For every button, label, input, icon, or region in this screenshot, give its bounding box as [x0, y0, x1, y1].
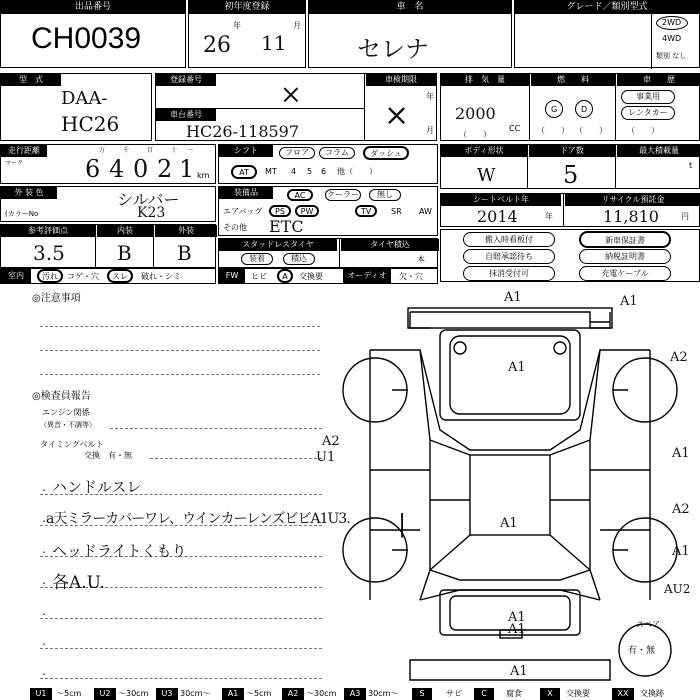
equip-tv: TV	[355, 205, 377, 217]
legend-code: A2	[282, 688, 304, 700]
inspector-item: ハンドルスレ	[52, 478, 142, 496]
shift-mt: MT	[265, 167, 277, 176]
interior-box	[0, 268, 216, 284]
score-ext-label: 外装	[155, 225, 217, 237]
shift-at: AT	[231, 165, 257, 179]
mileage-unit-ju: 十	[171, 147, 178, 154]
equip-ps: PS	[269, 205, 291, 217]
equip-cooler: クーラー	[327, 190, 359, 199]
inspection-year-unit: 年	[426, 92, 434, 101]
grade-none: 類別 なし	[656, 52, 687, 60]
interior-break: 破れ・シミ	[141, 272, 181, 281]
model-line1: DAA-	[61, 88, 108, 109]
grade-box	[514, 0, 700, 68]
diagram-mark: A1	[508, 622, 526, 637]
tire-load-label: タイヤ積込	[341, 239, 439, 251]
bullet: ・	[40, 486, 48, 495]
lot-number-header: 出品番号	[1, 1, 185, 14]
first-registration-box	[188, 0, 306, 68]
engine-paren: （ ）	[459, 130, 491, 139]
inspector-exchange: 交換 有・無	[84, 451, 132, 460]
mileage-unit-ichi: 一	[187, 147, 194, 154]
legend-desc: 腐食	[506, 689, 522, 698]
legend-code: U3	[156, 688, 178, 700]
diagram-mark: A2	[322, 434, 340, 449]
spare-label: スペア	[636, 620, 660, 629]
grade-header: グレード／類別型式	[515, 1, 699, 14]
fw-box	[218, 268, 438, 284]
legend-desc: ～30cm	[306, 689, 337, 698]
diagram-mark: A1	[510, 664, 528, 679]
bullet: ・	[40, 610, 48, 619]
mileage-unit-hyaku: 百	[147, 147, 154, 154]
bullet: ・	[40, 640, 48, 649]
diagram-mark: U1	[316, 450, 336, 465]
legend-code: S	[412, 688, 432, 700]
equip-other-value: ETC	[269, 217, 304, 236]
engine-label: 排 気 量	[441, 74, 529, 86]
car-name-box	[308, 0, 512, 68]
mileage-unit-sen: 千	[123, 147, 130, 154]
shift-label: シフト	[219, 145, 273, 157]
history-business: 事業用	[621, 90, 675, 104]
interior-smell: スレ	[107, 269, 133, 283]
history-paren: （ ）	[627, 126, 659, 135]
shift-other: 他（ ）	[337, 167, 377, 176]
fuel-paren1: （ ）	[537, 126, 569, 135]
registration-box	[155, 73, 437, 141]
fw-missing: 欠・穴	[399, 272, 423, 281]
fw-audio-label: オーディオ	[343, 269, 391, 283]
capacity-label: 最大積載量	[617, 145, 700, 157]
options-box	[440, 229, 700, 282]
bullet: ・	[40, 548, 48, 557]
mileage-unit-km: km	[197, 171, 210, 180]
equip-other-label: その他	[223, 223, 247, 232]
equipment-box	[218, 186, 438, 236]
grade-4wd: 4WD	[662, 34, 682, 43]
registration-value: ×	[280, 80, 302, 110]
diagram-mark: A1	[500, 516, 518, 531]
interior-dirt: 汚れ	[37, 269, 63, 283]
inspector-engine-sub: （異音・不調等）	[40, 421, 96, 429]
bullet: ・	[40, 670, 48, 679]
doors-value: 5	[563, 161, 579, 189]
color-sub: (カラーNo	[5, 210, 39, 218]
tire-load-unit: 本	[417, 255, 425, 264]
shift-column: コラム	[319, 147, 355, 159]
studless-box	[218, 238, 438, 268]
diagram-mark: A1	[620, 294, 638, 309]
inspector-engine-label: エンジン関係	[42, 408, 90, 417]
equip-none: 無し	[369, 189, 401, 201]
inspection-value: ×	[384, 98, 410, 133]
score-ref-label: 参考評価点	[1, 225, 95, 237]
legend-code: A3	[344, 688, 366, 700]
doors-label: ドア数	[529, 145, 615, 157]
interior-koge: コゲ・穴	[67, 272, 99, 281]
scores-box	[0, 224, 216, 268]
legend-code: XX	[612, 688, 634, 700]
score-ref: 3.5	[33, 241, 65, 265]
studless-loaded: 積込	[283, 253, 315, 265]
color-code: K23	[137, 205, 166, 221]
legend-desc: ～5cm	[246, 689, 272, 698]
inspector-title: ◎検査員報告	[32, 391, 91, 402]
first-reg-year: 26	[203, 33, 231, 58]
equip-aw: AW	[419, 207, 432, 216]
recycle-label: リサイクル預託金	[565, 194, 700, 206]
car-name-value: セレナ	[357, 35, 429, 63]
seatbelt-value: 2014	[477, 207, 518, 226]
first-registration-header: 初年度登録	[189, 1, 305, 14]
studless-installed: 装着	[241, 253, 273, 265]
option-item: 納税証明書	[579, 249, 671, 264]
inspector-item: a天ミラーカバーワレ、ウインカーレンズビビA1U3.	[46, 511, 350, 527]
inspector-item: 各A.U.	[52, 573, 105, 593]
diagram-mark: A1	[672, 446, 690, 461]
diagram-mark: A1	[508, 360, 526, 375]
color-value: シルバー	[117, 190, 180, 209]
score-int-label: 内装	[97, 225, 153, 237]
inspector-belt-label: タイミングベルト	[40, 440, 104, 449]
first-reg-month: 11	[261, 31, 287, 55]
mileage-unit-man: 万	[99, 147, 106, 154]
legend-code: X	[540, 688, 560, 700]
spare-value: 有・無	[628, 646, 656, 656]
legend-desc: 30cm～	[368, 689, 399, 698]
notes-title: ◎注意事項	[32, 293, 81, 304]
diagram-mark: A1	[672, 544, 690, 559]
seatbelt-unit: 年	[545, 212, 553, 221]
model-box	[0, 73, 152, 141]
shift-box	[218, 144, 438, 184]
mileage-box	[0, 144, 216, 184]
fw-crack: ヒビ	[251, 272, 267, 281]
equip-pw: PW	[295, 205, 319, 217]
fw-label: FW	[219, 269, 245, 283]
legend-desc: 交換跡	[640, 689, 664, 698]
shift-g6: 6	[321, 167, 327, 176]
mileage-digit: 1	[179, 155, 195, 183]
seatbelt-label: シートベルト年	[441, 194, 561, 206]
option-item: 抹消受付可	[463, 266, 555, 281]
mileage-digit: 6	[85, 155, 101, 183]
diagram-mark: AU2	[664, 582, 691, 596]
recycle-unit: 円	[681, 212, 689, 221]
model-line2: HC26	[61, 112, 120, 136]
first-reg-year-unit: 年	[233, 21, 241, 30]
option-item: 新車保証書	[579, 231, 671, 248]
color-box	[0, 186, 216, 222]
lot-number-box	[0, 0, 186, 68]
engine-unit: CC	[509, 124, 521, 133]
equipment-label: 装備品	[219, 187, 273, 199]
diagram-mark: A1	[504, 290, 522, 305]
diagram-mark: A1	[508, 610, 526, 625]
legend-code: U2	[94, 688, 116, 700]
mileage-label: 走行距離	[1, 145, 47, 157]
body-type-label: ボディ形状	[441, 145, 527, 157]
capacity-unit: t	[689, 161, 693, 170]
fw-replace: 交換要	[299, 272, 323, 281]
mileage-mark: マーク	[5, 160, 24, 167]
score-ext: B	[177, 241, 192, 265]
bullet: ・	[40, 579, 48, 588]
legend-code: C	[474, 688, 494, 700]
equip-ac: AC	[287, 189, 313, 201]
diagram-mark: A2	[672, 502, 690, 517]
fw-a: A	[277, 269, 293, 283]
chassis-label: 車台番号	[156, 109, 216, 121]
legend-desc: 交換要	[566, 689, 590, 698]
inspection-label: 車検期限	[366, 74, 436, 86]
mileage-digit: 2	[157, 155, 173, 183]
studless-label: スタッドレスタイヤ	[219, 239, 337, 251]
history-rental: レンタカー	[621, 106, 675, 120]
engine-box	[440, 73, 700, 141]
shift-g4: 4	[291, 167, 297, 176]
legend-desc: サビ	[446, 689, 462, 698]
first-reg-month-unit: 月	[293, 21, 301, 30]
history-label: 車 歴	[617, 74, 700, 86]
legend-desc: ～30cm	[118, 689, 149, 698]
grade-2wd: 2WD	[662, 18, 682, 27]
legend-code: A1	[222, 688, 244, 700]
option-item: 充電ケーブル	[579, 266, 671, 281]
fuel-g: G	[551, 105, 558, 114]
model-label: 型 式	[1, 74, 61, 86]
fuel-paren2: （ ）	[575, 126, 607, 135]
inspector-item: ヘッドライトくもり	[52, 542, 187, 560]
legend-desc: 30cm～	[180, 689, 211, 698]
legend-desc: ～5cm	[56, 689, 82, 698]
bullet: ・	[40, 517, 48, 526]
lot-number-value: CH0039	[31, 22, 142, 55]
inspection-month-unit: 月	[426, 126, 434, 135]
seatbelt-box	[440, 193, 700, 227]
body-type-value: W	[477, 165, 496, 186]
recycle-value: 11,810	[603, 207, 659, 226]
interior-label: 室内	[1, 269, 31, 283]
shift-floor: フロア	[279, 147, 315, 159]
equip-airbag: エアバッグ	[223, 207, 263, 216]
option-item: 搬入時看板付	[463, 232, 555, 247]
equip-sr: SR	[391, 207, 402, 216]
engine-value: 2000	[455, 104, 496, 123]
chassis-value: HC26-118597	[186, 122, 300, 141]
color-label: 外 装 色	[1, 187, 57, 199]
diagram-mark: A2	[670, 350, 688, 365]
legend-code: U1	[30, 688, 52, 700]
fuel-d: D	[581, 105, 588, 114]
car-name-header: 車 名	[309, 1, 511, 14]
registration-label: 登録番号	[156, 74, 216, 86]
score-int: B	[117, 241, 132, 265]
mileage-digit: 0	[133, 155, 149, 183]
shift-g5: 5	[307, 167, 313, 176]
diagram-handwritten-mark: |	[398, 510, 407, 538]
fuel-label: 燃 料	[531, 74, 615, 86]
option-item: 自賠承認待ち	[463, 249, 555, 264]
shift-dash: ダッシュ	[363, 146, 409, 160]
body-box	[440, 144, 700, 189]
mileage-digit: 4	[109, 155, 125, 183]
